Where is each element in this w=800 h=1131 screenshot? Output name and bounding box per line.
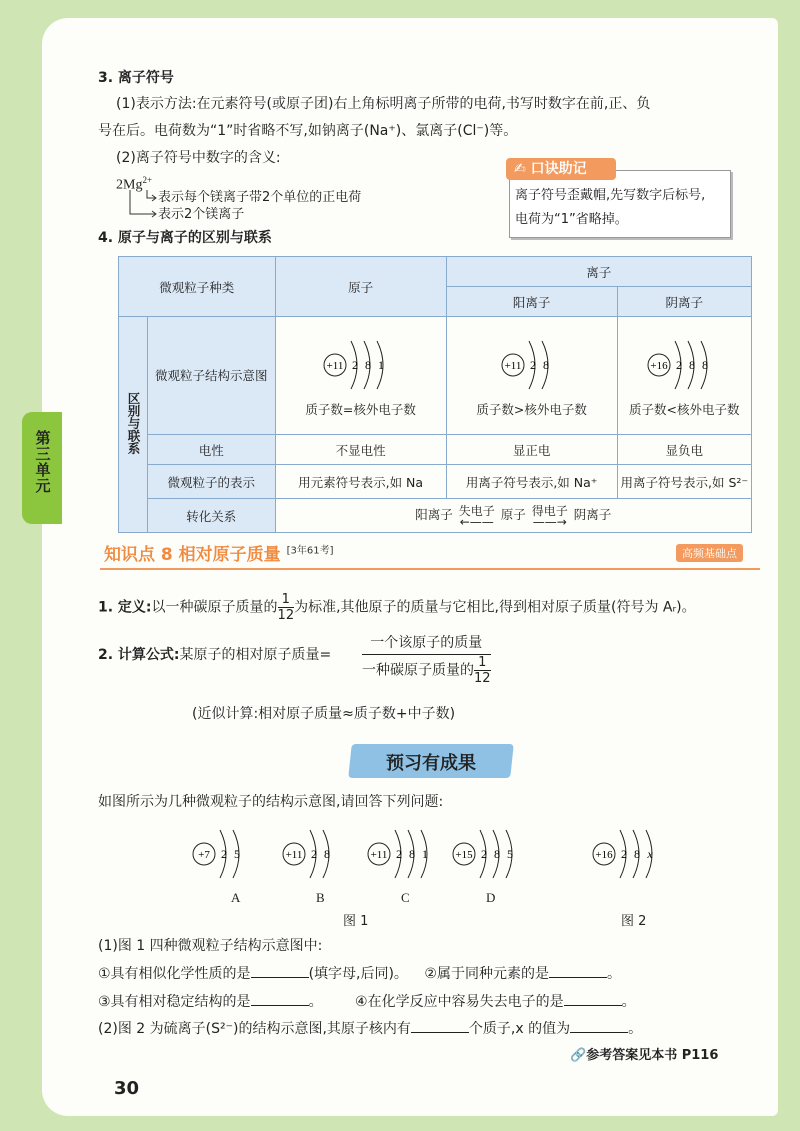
transformation-cell	[275, 499, 751, 533]
cation-repr: 用离子符号表示,如 Na⁺	[446, 465, 617, 499]
row-elec-label: 电性	[148, 435, 276, 465]
electron-count: 2	[311, 847, 317, 861]
q2b-text: 个质子,x 的值为	[468, 1021, 571, 1037]
q1c-end: 。	[308, 994, 323, 1010]
formula-numerator: 一个该原子的质量	[362, 632, 491, 655]
structure-svg	[645, 333, 724, 397]
section3-p2: (2)离子符号中数字的含义:	[116, 150, 281, 166]
ion-symbol-text: 2Mg	[116, 177, 143, 193]
section3-p1b: 号在后。电荷数为“1”时省略不写,如钠离子(Na⁺)、氯离子(Cl⁻)等。	[98, 123, 518, 139]
atom-struct-cell	[275, 317, 446, 435]
structure-B	[280, 822, 346, 890]
mnemonic-line-2: 电荷为“1”省略掉。	[515, 212, 628, 227]
nucleus-charge: +16	[650, 360, 668, 372]
cation-relation: 质子数>核外电子数	[476, 402, 587, 417]
q1b-end: 。	[606, 966, 621, 982]
q2-end: 。	[628, 1021, 643, 1037]
diagram-B	[280, 822, 346, 890]
diagram-fig2	[590, 822, 669, 890]
electron-count: 8	[324, 847, 330, 861]
atom-elec: 不显电性	[275, 435, 446, 465]
definition-text-a: 以一种碳原子质量的	[151, 599, 278, 616]
mnemonic-tip-title: ✍ 口诀助记	[506, 158, 616, 180]
electron-count: 5	[234, 847, 240, 861]
knowledge-point-title	[104, 540, 333, 565]
q1a-tail: (填字母,后同)。	[308, 966, 408, 982]
ion-bracket-lines	[120, 190, 160, 220]
diagram-C	[365, 822, 444, 890]
formula-line	[98, 645, 331, 666]
electron-count: 8	[409, 847, 415, 861]
formula-denominator	[362, 655, 491, 686]
structure-svg	[365, 822, 444, 886]
q1b-blank[interactable]	[549, 963, 607, 978]
mnemonic-tip-body	[515, 184, 705, 232]
row-struct-label: 微观粒子结构示意图	[148, 317, 276, 435]
figure2-caption: 图 2	[621, 914, 647, 929]
row-repr-label: 微观粒子的表示	[148, 465, 276, 499]
q1a-blank[interactable]	[251, 963, 309, 978]
atom-repr: 用元素符号表示,如 Na	[275, 465, 446, 499]
side-label-cell	[119, 317, 148, 533]
label-C: C	[401, 890, 410, 905]
answer-reference[interactable]	[570, 1044, 718, 1063]
ion-charge: 2+	[142, 175, 153, 185]
unit-side-tab-label: 第三单元	[33, 430, 52, 494]
nucleus-charge: +11	[285, 849, 303, 861]
structure-svg	[450, 822, 529, 886]
diagram-D	[450, 822, 529, 890]
structure-D	[450, 822, 529, 890]
electron-count: 2	[396, 847, 402, 861]
row-trans-label: 转化关系	[148, 499, 276, 533]
formula-den-fraction	[474, 655, 491, 686]
cation-struct-cell	[446, 317, 617, 435]
structure-C	[365, 822, 444, 890]
formula-den-text: 一种碳原子质量的	[362, 662, 474, 679]
cation-structure-diagram	[499, 333, 565, 400]
structure-svg	[321, 333, 400, 397]
formula-label: 2. 计算公式:	[98, 647, 180, 663]
gain-electron-arrow: 得电子 ——→	[531, 504, 568, 529]
electron-count: 8	[494, 847, 500, 861]
trans-atom: 原子	[500, 507, 526, 522]
structure-svg	[190, 822, 256, 886]
label-A: A	[231, 890, 241, 905]
atom-relation: 质子数=核外电子数	[305, 402, 416, 417]
atom-ion-comparison-table	[118, 256, 752, 533]
nucleus-charge: +11	[326, 360, 344, 372]
approx-calc: (近似计算:相对原子质量≈质子数+中子数)	[192, 706, 456, 722]
preview-intro: 如图所示为几种微观粒子的结构示意图,请回答下列问题:	[98, 794, 444, 810]
frac-num: 1	[278, 592, 295, 608]
unit-side-tab[interactable]	[22, 412, 62, 524]
structure-svg	[590, 822, 669, 886]
cation-elec: 显正电	[446, 435, 617, 465]
electron-count: 8	[542, 358, 549, 372]
trans-lose-label: 失电子	[458, 504, 495, 518]
question-1c-line	[98, 991, 636, 1013]
answer-reference-text: 参考答案见本书 P116	[586, 1048, 719, 1063]
trans-cation: 阳离子	[415, 507, 453, 522]
q2-protons-blank[interactable]	[411, 1018, 469, 1033]
side-label: 区别与联系	[126, 391, 141, 455]
diagram-A	[190, 822, 256, 890]
electron-count: 8	[365, 358, 372, 372]
nucleus-charge: +7	[198, 849, 210, 861]
page-number: 30	[114, 1078, 140, 1099]
exam-frequency-note: [3年61考]	[286, 545, 334, 557]
section4-heading: 4. 原子与离子的区别与联系	[98, 230, 272, 246]
electron-count: 2	[221, 847, 227, 861]
q1d-blank[interactable]	[564, 991, 622, 1006]
q1a-text: ①具有相似化学性质的是	[98, 966, 251, 982]
lose-electron-arrow: 失电子 ←——	[458, 504, 495, 529]
th-kind: 微观粒子种类	[119, 257, 276, 317]
electron-count: 8	[634, 847, 640, 861]
definition-text-b: 为标准,其他原子的质量与它相比,得到相对原子质量(符号为 Aᵣ)。	[294, 599, 696, 616]
formula-lhs: 某原子的相对原子质量=	[179, 647, 332, 663]
th-ion: 离子	[446, 257, 751, 287]
electron-count: 5	[507, 847, 513, 861]
question-2-line	[98, 1018, 642, 1040]
structure-svg	[280, 822, 346, 886]
mnemonic-line-1: 离子符号歪戴帽,先写数字后标号,	[515, 188, 706, 203]
trans-anion: 阴离子	[573, 507, 612, 522]
frequency-badge: 高频基础点	[676, 544, 743, 562]
q1c-blank[interactable]	[251, 991, 309, 1006]
formula-den-num: 1	[474, 655, 491, 671]
structure-svg	[499, 333, 565, 397]
electron-count: 8	[701, 358, 708, 372]
q2-x-blank[interactable]	[570, 1018, 628, 1033]
section3-heading: 3. 离子符号	[98, 70, 174, 86]
anion-struct-cell	[617, 317, 751, 435]
electron-count: x	[647, 847, 653, 861]
q1c-text: ③具有相对稳定结构的是	[98, 994, 251, 1010]
electron-count: 2	[481, 847, 487, 861]
th-atom: 原子	[275, 257, 446, 317]
definition-line	[98, 592, 696, 623]
section3-p1a: (1)表示方法:在元素符号(或原子团)右上角标明离子所带的电荷,书写时数字在前,正、负	[116, 96, 651, 112]
knowledge-point-title-text: 知识点 8 相对原子质量	[104, 545, 281, 565]
frac-den: 12	[277, 608, 295, 623]
q1d-end: 。	[621, 994, 636, 1010]
preview-banner-text: 预习有成果	[386, 753, 476, 774]
question-1: (1)图 1 四种微观粒子结构示意图中:	[98, 938, 323, 954]
mnemonic-tip-title-text: 口诀助记	[530, 161, 587, 177]
electron-count: 1	[422, 847, 428, 861]
question-1a-line	[98, 963, 621, 985]
ion-meaning-1: 表示每个镁离子带2个单位的正电荷	[158, 190, 362, 205]
structure-A	[190, 822, 256, 890]
structure-fig2	[590, 822, 669, 890]
nucleus-charge: +16	[595, 849, 613, 861]
anion-elec: 显负电	[617, 435, 751, 465]
nucleus-charge: +11	[504, 360, 521, 372]
electron-count: 2	[529, 358, 536, 372]
nucleus-charge: +11	[370, 849, 388, 861]
q1d-text: ④在化学反应中容易失去电子的是	[355, 994, 564, 1010]
one-twelfth-fraction	[278, 592, 295, 623]
q2a-text: (2)图 2 为硫离子(S²⁻)的结构示意图,其原子核内有	[98, 1021, 411, 1037]
atom-structure-diagram	[321, 333, 400, 400]
definition-label: 1. 定义:	[98, 599, 152, 616]
electron-count: 8	[688, 358, 695, 372]
formula-fraction	[362, 632, 491, 686]
ion-meaning-2: 表示2个镁离子	[158, 207, 245, 222]
trans-gain-label: 得电子	[531, 504, 568, 518]
electron-count: 2	[675, 358, 682, 372]
figure1-caption: 图 1	[343, 914, 369, 929]
formula-den-den: 12	[474, 671, 491, 686]
nucleus-charge: +15	[455, 849, 473, 861]
link-icon: 🔗	[570, 1048, 587, 1063]
anion-relation: 质子数<核外电子数	[629, 402, 740, 417]
electron-count: 2	[352, 358, 359, 372]
label-B: B	[316, 890, 325, 905]
electron-count: 2	[621, 847, 627, 861]
anion-structure-diagram	[645, 333, 724, 400]
q1b-text: ②属于同种元素的是	[424, 966, 549, 982]
anion-repr: 用离子符号表示,如 S²⁻	[617, 465, 751, 499]
th-cation: 阳离子	[446, 287, 617, 317]
th-anion: 阴离子	[617, 287, 751, 317]
label-D: D	[486, 890, 496, 905]
electron-count: 1	[378, 358, 385, 372]
